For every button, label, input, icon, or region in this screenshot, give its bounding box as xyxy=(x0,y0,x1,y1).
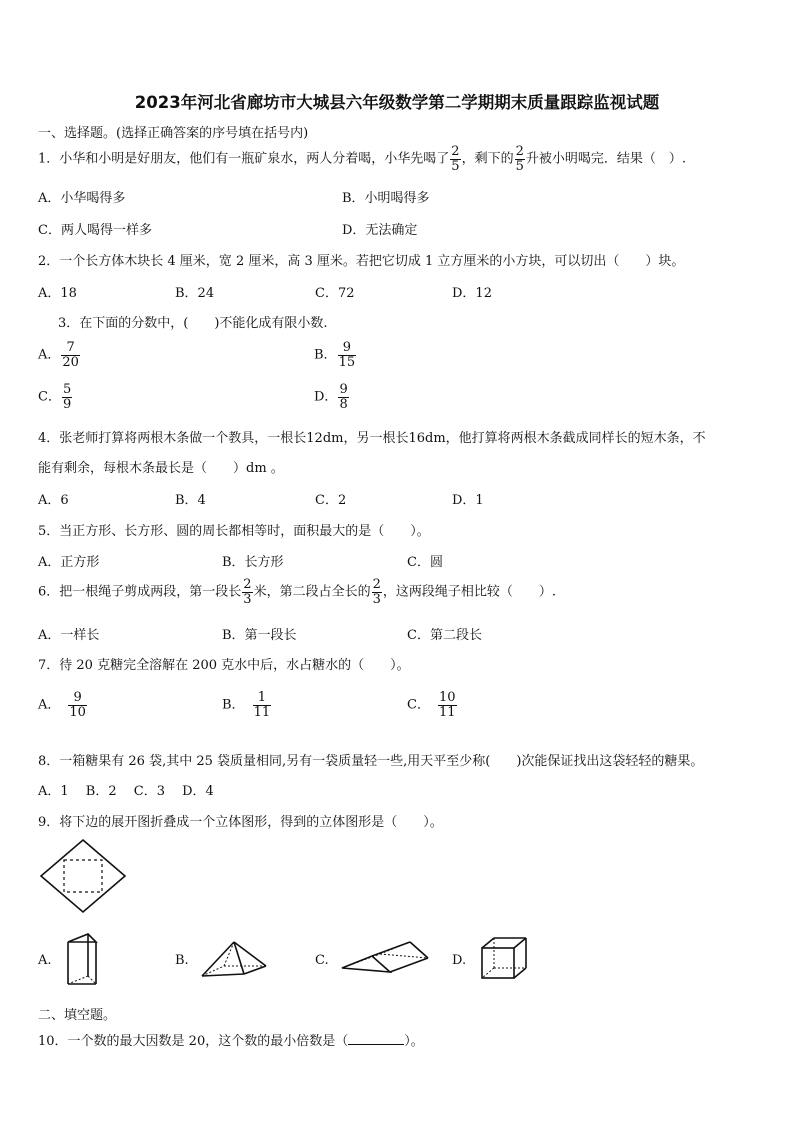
question-9: 9．将下边的展开图折叠成一个立体图形，得到的立体图形是（ ）。 xyxy=(38,815,443,830)
option-a: A．正方形 xyxy=(38,555,100,570)
option-d: D． $\frac{9}{8}$ xyxy=(314,382,348,412)
option-c: C．72 xyxy=(315,286,355,301)
answer-blank xyxy=(348,1032,404,1045)
option-b: B．24 xyxy=(175,286,215,301)
option-c: C．2 xyxy=(315,493,347,508)
option-c: C. xyxy=(315,953,329,968)
fraction: $\frac{9}{8}$ xyxy=(339,382,348,412)
fraction: $\frac{7}{20}$ xyxy=(62,340,79,370)
options-row: A．1 B．2 C．3 D．4 xyxy=(38,784,214,799)
question-8: 8．一箱糖果有 26 袋,其中 25 袋质量相同,另有一袋质量轻一些,用天平至少称( )次能保证找出这袋轻轻的糖果。 xyxy=(38,754,704,769)
option-a: A． $\frac{7}{20}$ xyxy=(38,340,79,370)
option-a: A．一样长 xyxy=(38,628,100,643)
fraction: $\frac{9}{10}$ xyxy=(69,690,86,720)
fraction: $\frac{9}{15}$ xyxy=(338,340,356,370)
question-10: 10．一个数的最大因数是 20，这个数的最小倍数是（ ）。 xyxy=(38,1034,424,1049)
question-7: 7．待 20 克糖完全溶解在 200 克水中后，水占糖水的（ ）。 xyxy=(38,658,410,673)
triangular-prism-figure xyxy=(62,930,102,988)
option-a: A． $\frac{9}{10}$ xyxy=(38,690,86,720)
fraction: $\frac{2}{3}$ xyxy=(243,577,252,607)
option-d: D．1 xyxy=(452,493,484,508)
page-title: 2023年河北省廊坊市大城县六年级数学第二学期期末质量跟踪监视试题 xyxy=(134,93,660,112)
option-b: B．长方形 xyxy=(222,555,284,570)
question-3: 3．在下面的分数中，( )不能化成有限小数. xyxy=(58,316,328,331)
question-4-line-1: 4．张老师打算将两根木条做一个教具，一根长12dm，另一根长16dm，他打算将两根木条截成同样长的短木条，不 xyxy=(38,431,706,446)
option-c: C．两人喝得一样多 xyxy=(38,223,152,238)
option-b: B．第一段长 xyxy=(222,628,297,643)
lying-prism-figure xyxy=(338,938,434,978)
option-b: B. xyxy=(175,953,189,968)
cube-figure xyxy=(478,934,530,982)
question-1: 1．小华和小明是好朋友，他们有一瓶矿泉水，两人分着喝，小华先喝了 $\frac{2}{5}$ ，剩下的 $\frac{2}{5}$ 升被小明喝完．结果（ ）. xyxy=(38,144,686,174)
option-a: A．6 xyxy=(38,493,69,508)
option-a: A. xyxy=(38,953,52,968)
question-6: 6．把一根绳子剪成两段，第一段长 $\frac{2}{3}$ 米，第二段占全长的 $\frac{2}{3}$ ，这两段绳子相比较（ ）. xyxy=(38,577,556,607)
fraction: $\frac{2}{3}$ xyxy=(372,577,381,607)
option-a: A．小华喝得多 xyxy=(38,191,126,206)
option-b: B． $\frac{9}{15}$ xyxy=(314,340,356,370)
fraction: $\frac{2}{5}$ xyxy=(515,144,524,174)
section-heading-fill: 二、填空题。 xyxy=(38,1008,117,1023)
fraction: $\frac{5}{9}$ xyxy=(62,382,72,412)
option-d: D. xyxy=(452,953,467,968)
pyramid-figure xyxy=(198,938,270,982)
option-a: A．18 xyxy=(38,286,77,301)
question-5: 5．当正方形、长方形、圆的周长都相等时，面积最大的是（ ）。 xyxy=(38,524,430,539)
option-c: C．圆 xyxy=(407,555,443,570)
option-d: D．无法确定 xyxy=(342,223,418,238)
fraction: $\frac{10}{11}$ xyxy=(438,690,456,720)
question-2: 2．一个长方体木块长 4 厘米，宽 2 厘米，高 3 厘米。若把它切成 1 立方厘米的小方块，可以切出（ ）块。 xyxy=(38,254,685,269)
option-c: C．第二段长 xyxy=(407,628,482,643)
option-b: B． $\frac{1}{11}$ xyxy=(222,690,271,720)
option-b: B．小明喝得多 xyxy=(342,191,430,206)
option-c: C． $\frac{10}{11}$ xyxy=(407,690,456,720)
fraction: $\frac{2}{5}$ xyxy=(451,144,460,174)
fraction: $\frac{1}{11}$ xyxy=(253,690,271,720)
option-c: C． $\frac{5}{9}$ xyxy=(38,382,72,412)
net-diagram xyxy=(38,838,128,914)
option-d: D．12 xyxy=(452,286,492,301)
option-b: B．4 xyxy=(175,493,206,508)
section-heading-choice: 一、选择题。(选择正确答案的序号填在括号内) xyxy=(38,126,309,141)
question-4-line-2: 能有剩余，每根木条最长是（ ）dm 。 xyxy=(38,461,284,476)
